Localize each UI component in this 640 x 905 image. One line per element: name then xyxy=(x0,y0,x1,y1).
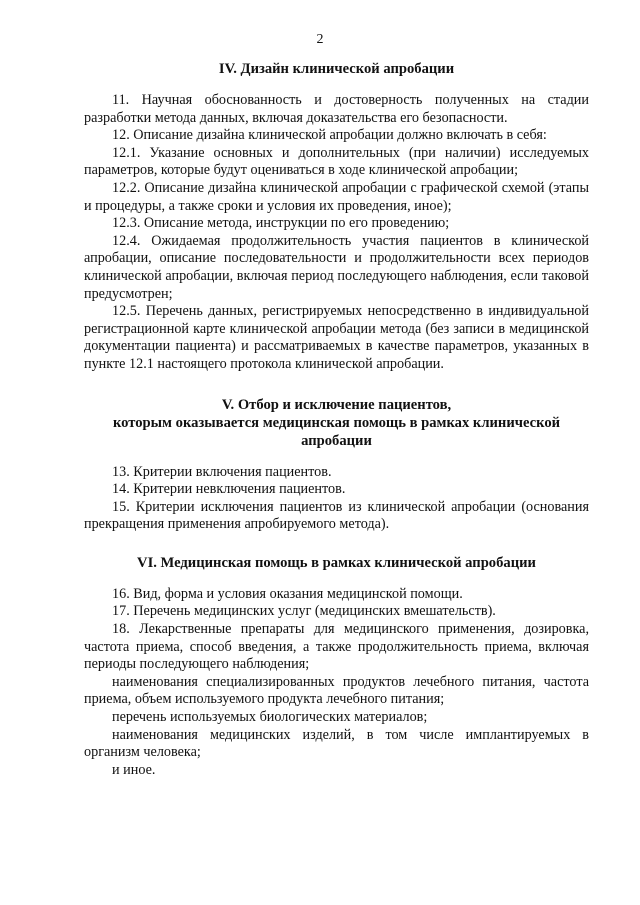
section-6-heading: VI. Медицинская помощь в рамках клинической апробации xyxy=(137,554,536,571)
paragraph: 15. Критерии исключения пациентов из клинической апробации (основания прекращения применения апробируемого метода). xyxy=(84,498,589,533)
page-number: 2 xyxy=(316,32,324,47)
paragraph: 12.4. Ожидаемая продолжительность участия пациентов в клинической апробации, описание последовательности и продолжительности всех периодов клинической апробации, включая период последующего наблюдения, если таковой предусмотрен; xyxy=(84,232,589,302)
paragraph: наименования медицинских изделий, в том числе имплантируемых в организм человека; xyxy=(84,726,589,761)
paragraph: 12.3. Описание метода, инструкции по его проведению; xyxy=(112,215,450,232)
paragraph: 12.1. Указание основных и дополнительных (при наличии) исследуемых параметров, которые будут оцениваться в ходе клинической апробации; xyxy=(84,144,589,179)
heading-line: V. Отбор и исключение пациентов, xyxy=(221,396,452,413)
paragraph: перечень используемых биологических материалов; xyxy=(112,709,428,726)
paragraph: 18. Лекарственные препараты для медицинского применения, дозировка, частота приема, способ введения, а также продолжительность приема, включая периоды последующего наблюдения; xyxy=(84,621,589,673)
document-body xyxy=(84,60,589,779)
paragraph: 13. Критерии включения пациентов. xyxy=(112,463,332,480)
heading-line: апробации xyxy=(301,432,372,449)
paragraph: 11. Научная обоснованность и достоверность полученных на стадии разработки метода данных, включая доказательства его безопасности. xyxy=(84,92,589,126)
heading-line: которым оказывается медицинская помощь в рамках клинической xyxy=(112,414,561,431)
paragraph: 17. Перечень медицинских услуг (медицинских вмешательств). xyxy=(112,603,496,620)
section-5-heading xyxy=(84,396,589,450)
paragraph: наименования специализированных продуктов лечебного питания, частота приема, объем используемого продукта лечебного питания; xyxy=(84,673,589,708)
paragraph: и иное. xyxy=(112,761,156,778)
paragraph: 12.5. Перечень данных, регистрируемых непосредственно в индивидуальной регистрационной карте клинической апробации метода (без записи в медицинской документации пациента) и рассматриваемых в качестве параметров, указанных в пункте 12.1 настоящего протокола клинической апробации. xyxy=(84,303,589,372)
paragraph: 12. Описание дизайна клинической апробации должно включать в себя: xyxy=(112,127,547,144)
paragraph: 12.2. Описание дизайна клинической апробации с графической схемой (этапы и процедуры, а также сроки и условия их проведения, иное); xyxy=(84,179,589,214)
section-4-heading: IV. Дизайн клинической апробации xyxy=(218,61,455,77)
paragraph: 16. Вид, форма и условия оказания медицинской помощи. xyxy=(112,585,463,602)
paragraph: 14. Критерии невключения пациентов. xyxy=(112,481,346,498)
